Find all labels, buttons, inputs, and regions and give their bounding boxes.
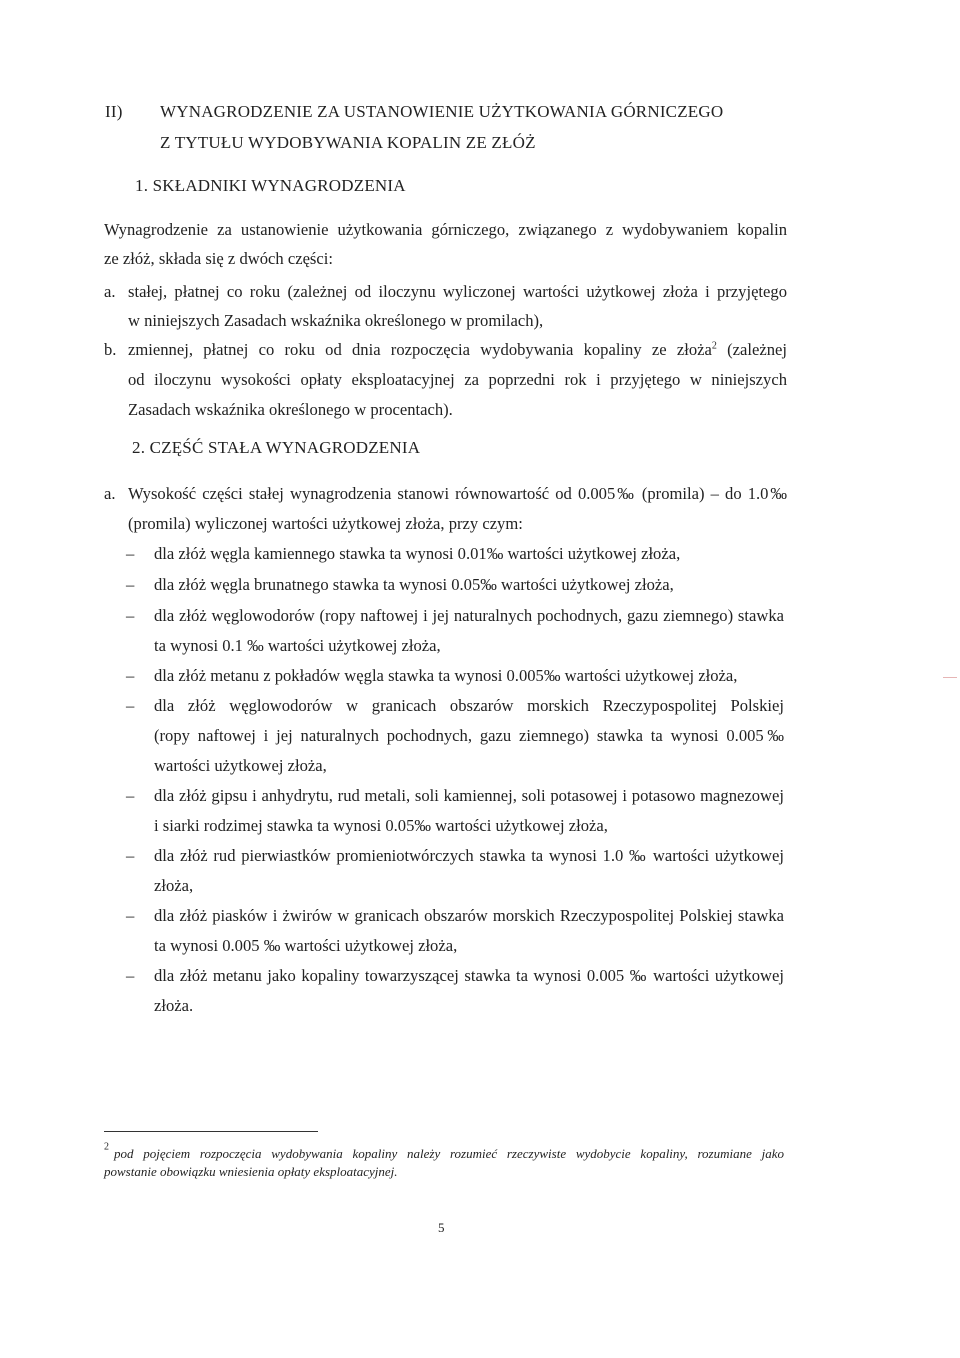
- item-a-line-1: stałej, płatnej co roku (zależnej od iloczynu wyliczonej wartości użytkowej złoża i przyjętego: [128, 282, 787, 301]
- list-item-line-1: dla złóż metanu jako kopaliny towarzyszącej stawka ta wynosi 0.005 ‰ wartości użytkowej: [154, 966, 784, 985]
- list-item-line-2: ta wynosi 0.005 ‰ wartości użytkowej złoża,: [154, 936, 458, 955]
- footnote-ref: 2: [711, 340, 717, 352]
- list-item-line-1: dla złóż piasków i żwirów w granicach obszarów morskich Rzeczypospolitej Polskiej stawka: [154, 906, 784, 925]
- list-item-line-2: ta wynosi 0.1 ‰ wartości użytkowej złoża,: [154, 636, 441, 655]
- dash-marker: –: [126, 666, 135, 685]
- list-item: [0, 690, 960, 782]
- list-item-line-1: dla złóż rud pierwiastków promieniotwórczych stawka ta wynosi 1.0 ‰ wartości użytkowej: [154, 846, 784, 865]
- list-item-line-1: dla złóż metanu z pokładów węgla stawka ta wynosi 0.005‰ wartości użytkowej złoża,: [154, 666, 738, 685]
- list-item-line-1: dla złóż węglowodorów w granicach obszarów morskich Rzeczypospolitej Polskiej: [154, 696, 784, 715]
- dash-marker: –: [126, 786, 135, 805]
- footnote-rule: [104, 1131, 318, 1132]
- item-a-label: a.: [104, 282, 116, 301]
- subsection-2-title: 2. CZĘŚĆ STAŁA WYNAGRODZENIA: [132, 438, 421, 457]
- intro-line-1: Wynagrodzenie za ustanowienie użytkowania górniczego, związanego z wydobywaniem kopalin: [104, 220, 787, 239]
- dash-marker: –: [126, 575, 135, 594]
- dash-marker: –: [126, 906, 135, 925]
- list-item: [0, 600, 960, 662]
- item-b-line-2: od iloczynu wysokości opłaty eksploatacyjnej za poprzedni rok i przyjętego w niniejszych: [128, 370, 787, 389]
- subsection-1-title: 1. SKŁADNIKI WYNAGRODZENIA: [135, 176, 406, 195]
- item-b-label: b.: [104, 340, 117, 359]
- list-item-line-1: dla złóż węgla brunatnego stawka ta wynosi 0.05‰ wartości użytkowej złoża,: [154, 575, 674, 594]
- dash-marker: –: [126, 846, 135, 865]
- list-item-line-1: dla złóż gipsu i anhydrytu, rud metali, soli kamiennej, soli potasowej i potasowo magnezowej: [154, 786, 784, 805]
- list-item-line-2: i siarki rodzimej stawka ta wynosi 0.05‰ wartości użytkowej złoża,: [154, 816, 608, 835]
- intro-line-2: ze złóż, składa się z dwóch części:: [104, 249, 333, 268]
- item-b-line-1-end: (zależnej: [716, 340, 787, 359]
- sub2-a-line-1: Wysokość części stałej wynagrodzenia stanowi równowartość od 0.005‰ (promila) – do 1.0‰: [128, 484, 787, 503]
- list-item-line-2: (ropy naftowej i jej naturalnych pochodnych, gazu ziemnego) stawka ta wynosi 0.005‰: [154, 726, 784, 745]
- list-item: [0, 840, 960, 902]
- item-b-line-1: [128, 334, 787, 365]
- list-item: [0, 569, 960, 600]
- section-title-line2: Z TYTUŁU WYDOBYWANIA KOPALIN ZE ZŁÓŻ: [160, 133, 536, 152]
- list-item: [0, 900, 960, 962]
- footnote-line-1: pod pojęciem rozpoczęcia wydobywania kopaliny należy rozumieć rzeczywiste wydobycie kopaliny, rozumiane jako: [114, 1146, 784, 1161]
- list-item: [0, 660, 960, 691]
- sub2-a-line-2: (promila) wyliczonej wartości użytkowej złoża, przy czym:: [128, 514, 523, 533]
- page-number: 5: [438, 1220, 445, 1235]
- section-title-line1: WYNAGRODZENIE ZA USTANOWIENIE UŻYTKOWANIA GÓRNICZEGO: [160, 102, 724, 121]
- list-item-line-2: złoża.: [154, 996, 194, 1015]
- dash-marker: –: [126, 606, 135, 625]
- dash-marker: –: [126, 544, 135, 563]
- list-item-line-3: wartości użytkowej złoża,: [154, 756, 327, 775]
- dash-marker: –: [126, 696, 135, 715]
- item-b-line-3: Zasadach wskaźnika określonego w procentach).: [128, 400, 453, 419]
- footnote-number: 2: [104, 1141, 109, 1153]
- list-item-line-1: dla złóż węglowodorów (ropy naftowej i jej naturalnych pochodnych, gazu ziemnego) stawka: [154, 606, 784, 625]
- footnote-mark: [104, 1141, 109, 1160]
- item-b-line-1-text: zmiennej, płatnej co roku od dnia rozpoczęcia wydobywania kopaliny ze złoża: [128, 340, 712, 359]
- list-item-line-1: dla złóż węgla kamiennego stawka ta wynosi 0.01‰ wartości użytkowej złoża,: [154, 544, 681, 563]
- section-number: II): [105, 102, 123, 121]
- list-item-line-2: złoża,: [154, 876, 194, 895]
- item-a-line-2: w niniejszych Zasadach wskaźnika określonego w promilach),: [128, 311, 544, 330]
- list-item: [0, 538, 960, 569]
- footnote-line-2: powstanie obowiązku wniesienia opłaty eksploatacyjnej.: [104, 1164, 398, 1179]
- dash-marker: –: [126, 966, 135, 985]
- sub2-a-label: a.: [104, 484, 116, 503]
- list-item: [0, 780, 960, 842]
- scan-edge-mark: [943, 677, 957, 678]
- list-item: [0, 960, 960, 1022]
